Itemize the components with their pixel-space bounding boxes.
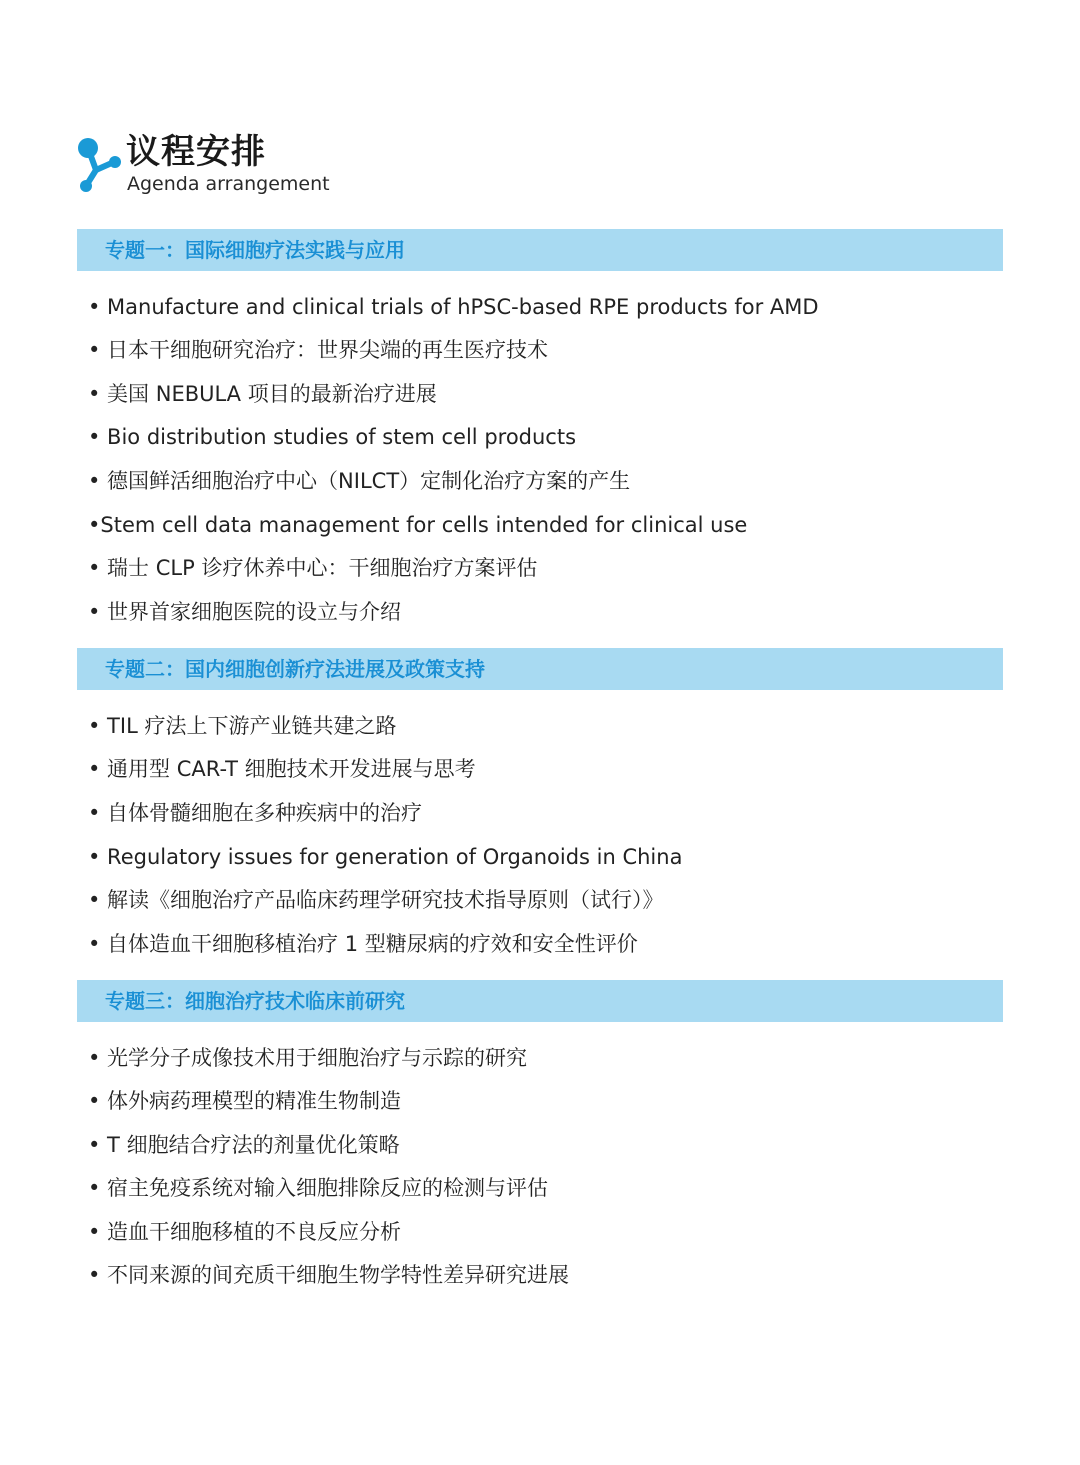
section-header-1 <box>77 229 1003 271</box>
agenda-item: • 美国 NEBULA 项目的最新治疗进展 <box>88 382 437 406</box>
agenda-item: • Manufacture and clinical trials of hPSC-based RPE products for AMD <box>88 295 819 319</box>
agenda-item: •Stem cell data management for cells intended for clinical use <box>88 513 748 537</box>
agenda-item: • 宿主免疫系统对输入细胞排除反应的检测与评估 <box>88 1176 549 1200</box>
agenda-item: • 体外病药理模型的精准生物制造 <box>88 1089 402 1113</box>
agenda-item: • 日本干细胞研究治疗：世界尖端的再生医疗技术 <box>88 338 549 362</box>
agenda-item: • 自体造血干细胞移植治疗 1 型糖尿病的疗效和安全性评价 <box>88 932 638 956</box>
section-header-2 <box>77 648 1003 690</box>
section-header-3 <box>77 980 1003 1022</box>
agenda-item: • Bio distribution studies of stem cell products <box>88 425 577 449</box>
page-title: 议程安排 <box>126 132 266 172</box>
agenda-item: • 不同来源的间充质干细胞生物学特性差异研究进展 <box>88 1263 570 1287</box>
agenda-item: • 自体骨髓细胞在多种疾病中的治疗 <box>88 801 423 825</box>
section-title: 专题三：细胞治疗技术临床前研究 <box>105 989 405 1013</box>
section-title: 专题一：国际细胞疗法实践与应用 <box>105 238 405 262</box>
page-header <box>76 132 476 202</box>
agenda-item: • T 细胞结合疗法的剂量优化策略 <box>88 1133 400 1157</box>
agenda-item: • 光学分子成像技术用于细胞治疗与示踪的研究 <box>88 1046 528 1070</box>
agenda-item: • 通用型 CAR-T 细胞技术开发进展与思考 <box>88 757 476 781</box>
agenda-item: • 世界首家细胞医院的设立与介绍 <box>88 600 402 624</box>
agenda-item: • 瑞士 CLP 诊疗休养中心：干细胞治疗方案评估 <box>88 556 538 580</box>
agenda-item: • 德国鲜活细胞治疗中心（NILCT）定制化治疗方案的产生 <box>88 469 631 493</box>
agenda-item: • 解读《细胞治疗产品临床药理学研究技术指导原则（试行）》 <box>88 888 664 912</box>
molecule-logo-icon <box>76 136 124 194</box>
section-title: 专题二：国内细胞创新疗法进展及政策支持 <box>105 657 485 681</box>
page-subtitle: Agenda arrangement <box>127 173 330 195</box>
agenda-item: • TIL 疗法上下游产业链共建之路 <box>88 714 397 738</box>
agenda-item: • 造血干细胞移植的不良反应分析 <box>88 1220 402 1244</box>
agenda-item: • Regulatory issues for generation of Organoids in China <box>88 845 683 869</box>
